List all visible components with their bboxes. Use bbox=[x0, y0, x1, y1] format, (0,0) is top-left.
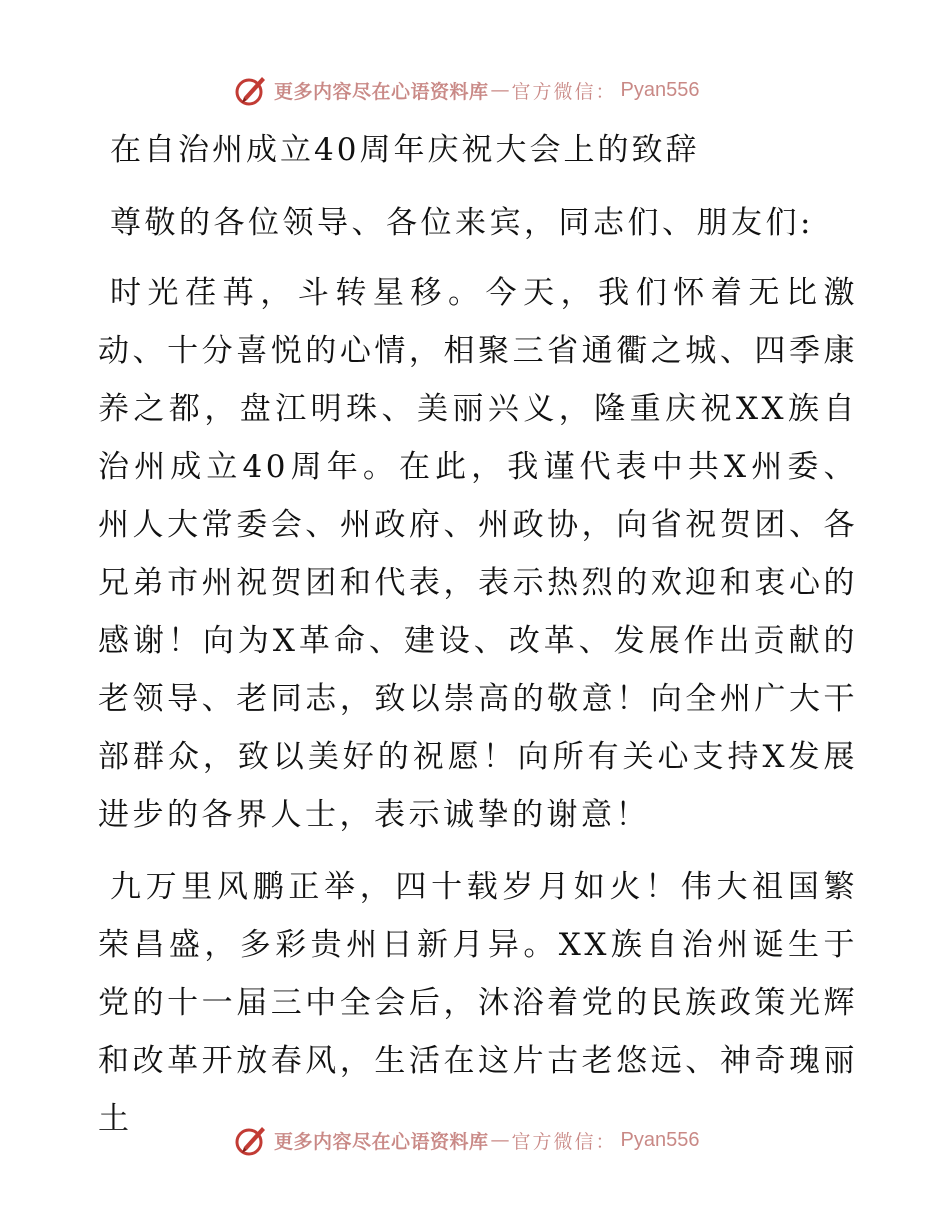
watermark-separator: — bbox=[490, 79, 510, 101]
header-watermark bbox=[234, 70, 700, 110]
salutation: 尊敬的各位领导、各位来宾，同志们、朋友们: bbox=[110, 205, 814, 241]
watermark-separator: — bbox=[490, 1129, 510, 1151]
watermark-official-label: 官方微信： bbox=[511, 1130, 617, 1153]
quill-pen-logo-icon bbox=[234, 1123, 268, 1157]
document-title: 在自治州成立40周年庆祝大会上的致辞 bbox=[110, 132, 700, 168]
quill-pen-logo-icon bbox=[234, 73, 268, 107]
watermark-text: 更多内容尽在心语资料库 bbox=[274, 1130, 489, 1153]
watermark-wechat-id: Pyan556 bbox=[620, 78, 700, 101]
paragraph-1: 时光荏苒，斗转星移。今天，我们怀着无比激动、十分喜悦的心情，相聚三省通衢之城、四季康养之都，盘江明珠、美丽兴义，隆重庆祝XX族自治州成立40周年。在此，我谨代表中共X州委、州人大常委会、州政府、州政协，向省祝贺团、各兄弟市州祝贺团和代表，表示热烈的欢迎和衷心的感谢！向为X革命、建设、改革、发展作出贡献的老领导、老同志，致以崇高的敬意！向全州广大干部群众，致以美好的祝愿！向所有关心支持X发展进步的各界人士，表示诚挚的谢意！ bbox=[98, 275, 858, 833]
footer-watermark bbox=[234, 1120, 700, 1160]
paragraph-2: 九万里风鹏正举，四十载岁月如火！伟大祖国繁荣昌盛，多彩贵州日新月异。XX族自治州诞生于党的十一届三中全会后，沐浴着党的民族政策光辉和改革开放春风，生活在这片古老悠远、神奇瑰丽土 bbox=[98, 869, 858, 1137]
document-body bbox=[98, 122, 858, 1162]
watermark-text: 更多内容尽在心语资料库 bbox=[274, 80, 489, 103]
watermark-wechat-id: Pyan556 bbox=[620, 1128, 700, 1151]
watermark-official-label: 官方微信： bbox=[511, 80, 617, 103]
